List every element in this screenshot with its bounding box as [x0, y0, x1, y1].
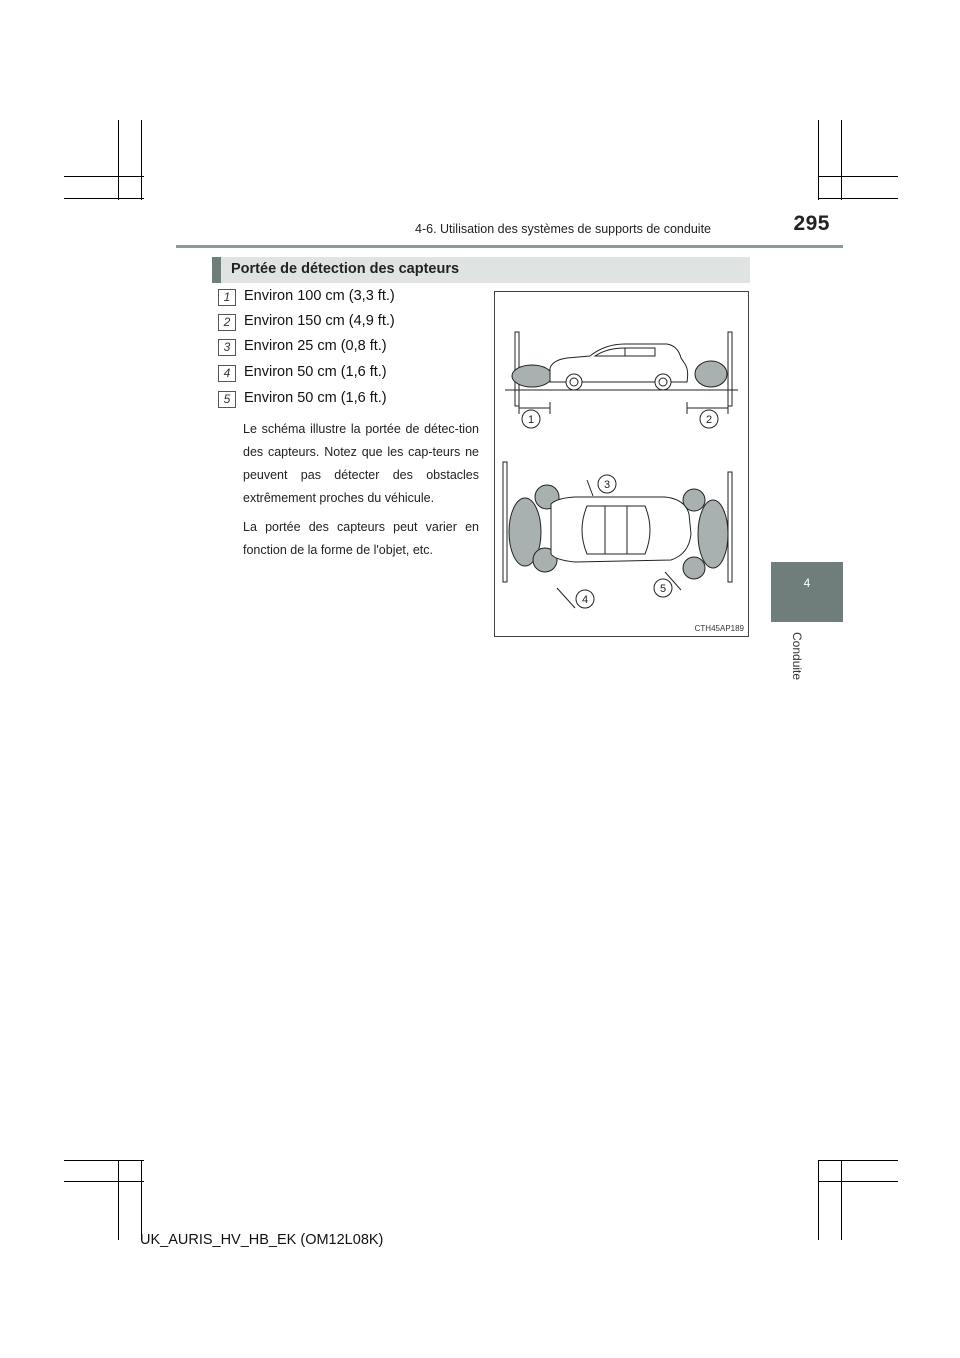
- item-number: 2: [218, 314, 236, 331]
- item-text: Environ 150 cm (4,9 ft.): [244, 313, 395, 329]
- item-text: Environ 25 cm (0,8 ft.): [244, 338, 387, 354]
- item-number: 4: [218, 365, 236, 382]
- crop-mark: [64, 1181, 144, 1182]
- wall-right: [728, 332, 732, 406]
- front-detection-zone: [695, 361, 727, 387]
- section-heading: Portée de détection des capteurs: [212, 257, 750, 283]
- sensor-range-figure: [494, 291, 749, 637]
- crop-mark: [141, 1160, 142, 1240]
- item-text: Environ 50 cm (1,6 ft.): [244, 364, 387, 380]
- crop-mark: [818, 1160, 819, 1240]
- crop-mark: [64, 1160, 144, 1161]
- item-number: 5: [218, 391, 236, 408]
- crop-mark: [141, 120, 142, 200]
- chapter-number: 4: [803, 576, 811, 590]
- crop-mark: [818, 1181, 898, 1182]
- callout-label: 2: [705, 414, 713, 426]
- crop-mark: [118, 1160, 119, 1240]
- callout-label: 1: [527, 414, 535, 426]
- front-corner-zone-bottom: [683, 557, 705, 579]
- body-paragraph: La portée des capteurs peut varier en fonction de la forme de l'objet, etc.: [243, 520, 479, 557]
- crop-mark: [64, 176, 144, 177]
- callout-label: 3: [603, 479, 611, 491]
- crop-mark: [818, 198, 898, 199]
- crop-mark: [118, 120, 119, 200]
- callout-label: 4: [581, 594, 589, 606]
- front-center-zone: [698, 500, 728, 568]
- rear-wheel: [655, 374, 671, 390]
- wall-left-top: [503, 462, 507, 582]
- footer-doc-code: UK_AURIS_HV_HB_EK (OM12L08K): [140, 1232, 384, 1248]
- dimension-line-3: [587, 480, 593, 496]
- crop-mark: [64, 198, 144, 199]
- running-header: 4-6. Utilisation des systèmes de supports de conduite: [415, 222, 711, 236]
- item-number: 3: [218, 339, 236, 356]
- header-rule: [176, 245, 843, 248]
- rear-detection-zone: [512, 365, 552, 387]
- figure-code: CTH45AP189: [694, 624, 744, 633]
- crop-mark: [841, 1160, 842, 1240]
- crop-mark: [841, 120, 842, 200]
- front-wheel: [566, 374, 582, 390]
- item-text: Environ 50 cm (1,6 ft.): [244, 390, 387, 406]
- sensor-range-diagram: [495, 292, 748, 636]
- callout-label: 5: [659, 583, 667, 595]
- dimension-line-4: [557, 588, 575, 608]
- item-text: Environ 100 cm (3,3 ft.): [244, 288, 395, 304]
- crop-mark: [818, 120, 819, 200]
- wall-right-top: [728, 472, 732, 582]
- chapter-label: Conduite: [790, 632, 804, 681]
- body-paragraph: Le schéma illustre la portée de détec-tion des capteurs. Notez que les cap-teurs ne peuvent pas détecter des obstacles extrêmement proches du véhicule.: [243, 422, 479, 505]
- page-number: 295: [793, 212, 830, 235]
- car-top-body: [551, 497, 691, 562]
- chapter-tab: [771, 562, 843, 622]
- crop-mark: [818, 1160, 898, 1161]
- crop-mark: [818, 176, 898, 177]
- item-number: 1: [218, 289, 236, 306]
